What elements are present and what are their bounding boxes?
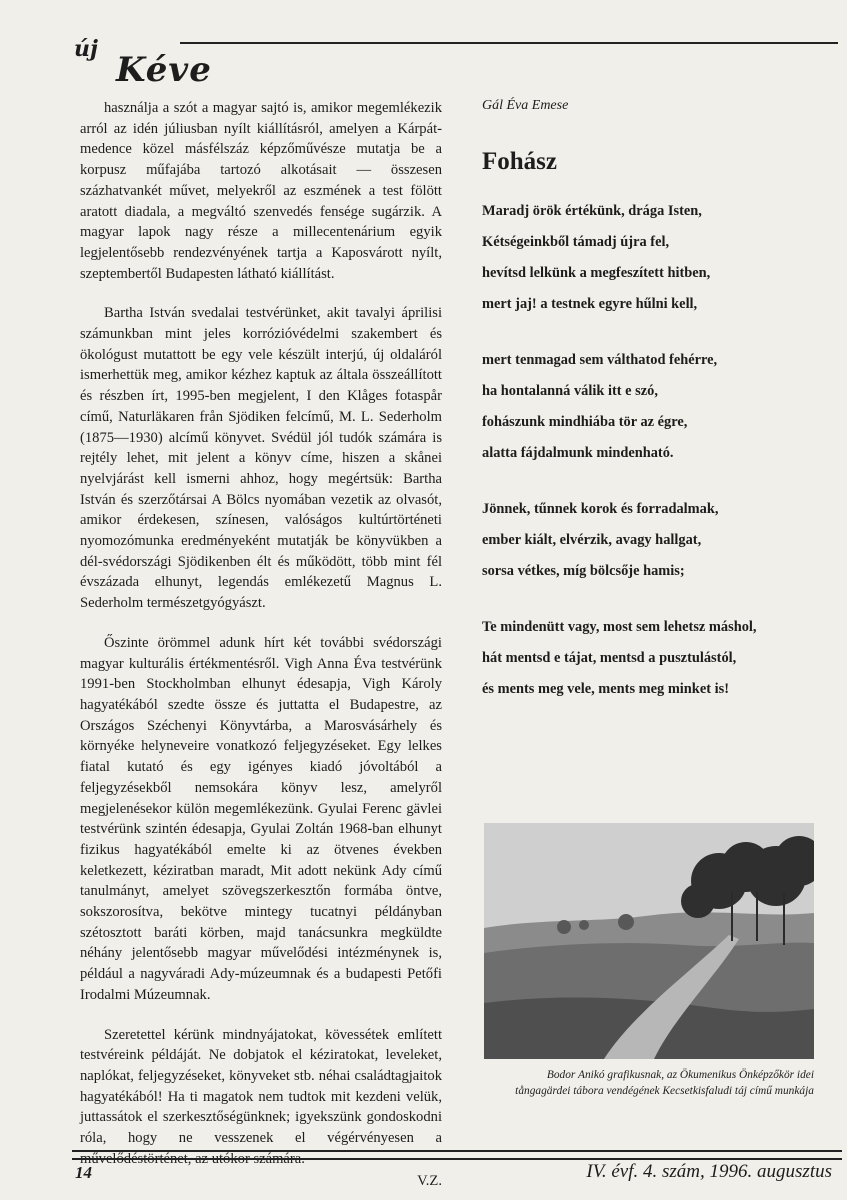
logo-title: Kéve <box>116 50 212 90</box>
article-signature: V.Z. <box>417 1173 442 1190</box>
poem-title: Fohász <box>482 148 557 175</box>
issue-info: IV. évf. 4. szám, 1996. augusztus <box>586 1161 832 1182</box>
page-number: 14 <box>75 1163 92 1182</box>
caption-line: Bodor Anikó grafikusnak, az Ökumenikus Önképzőkör idei <box>546 1069 814 1081</box>
poem-stanza <box>482 345 822 469</box>
poem-author: Gál Éva Emese <box>482 98 569 113</box>
poem-line: alatta fájdalmunk mindenható. <box>482 445 674 461</box>
article-paragraph: Szeretettel kérünk mindnyájatokat, kövessétek említett testvéreink példáját. Ne dobjatok el kéziratokat, leveleket, naplókat, feljegyzéseket, könyveket stb. néhai családtagjaitok hagyatékából! Ha ti magatok nem tudtok mit kezdeni velük, juttassátok el szerkesztőségünknek; igyekszünk gondoskodni róla, hogy ne vesszenek el végérvényesen a művelődéstörténet, az utókor számára. <box>80 1026 442 1167</box>
poem-line: mert tenmagad sem válthatod fehérre, <box>482 352 718 368</box>
image-caption <box>474 1067 814 1099</box>
article-paragraph: használja a szót a magyar sajtó is, amikor megemlékezik arról az idén júliusban nyílt kiállításról, amelyen a Kárpát-medence közel másfélszáz képzőművésze mutatja be a korpusz műfajába tartozó alkotásait — összesen százhatvankét művet, melyekről az eszmének a test fölött aratott diadala, a megváltó szenvedés fensége sugárzik. A magyar lapok nagy része a millecentenárium egyik legjelentősebb rendezvényének tartja a Kaposvárott nyílt, szeptembertől Budapesten látható kiállítást. <box>80 100 442 282</box>
footer-rule <box>72 1150 842 1160</box>
poem-text <box>482 196 822 705</box>
poem-stanza <box>482 494 822 587</box>
poem-line: Te mindenütt vagy, most sem lehetsz máshol, <box>482 619 757 635</box>
poem-line: sorsa vétkes, míg bölcsője hamis; <box>482 563 685 579</box>
poem-line: hevítsd lelkünk a megfeszített hitben, <box>482 265 711 281</box>
poem-line: mert jaj! a testnek egyre hűlni kell, <box>482 296 698 312</box>
poem-line: ha hontalanná válik itt e szó, <box>482 383 658 399</box>
caption-line: tångagärdei tábora vendégének Kecsetkisfaludi táj című munkája <box>515 1085 814 1097</box>
landscape-image <box>484 823 814 1059</box>
page-header <box>70 28 840 88</box>
poem-stanza <box>482 196 822 320</box>
article-paragraph: Őszinte örömmel adunk hírt két további svédországi magyar kulturális értékmentésről. Vigh Anna Éva testvérünk 1991-ben Stockholmban elhunyt édesapja, Vigh Károly hagyatékából szedte össze és juttatta el Budapestre, az Országos Széchenyi Könyvtárba, a Marosvásárhely és környéke helyneveire vonatkozó feljegyzéseket. Egy lelkes fiatal kutató és egy igényes kiadó jóvoltából a feljegyzésekből nemsokára könyv lesz, amelyről megjelenésekor külön megemlékezünk. Gyulai Ferenc gävlei testvérünk szintén édesapja, Gyulai Zoltán 1968-ban elhunyt fizikus hagyatékából emelte ki az ötvenes években keletkezett, kéziratban maradt, Mit adott nekünk Ady című tanulmányt, amelyet szövegszerkesztőn formába öntve, sokszorosítva, bekötve mintegy tucatnyi példányban szétosztott baráti körben, majd tanácsunkra megküldte néhány jelentősebb magyar művelődési intézménynek is, például a nagyváradi Ady-múzeumnak és a budapesti Petőfi Irodalmi Múzeumnak. <box>80 634 442 1003</box>
article-paragraph: Bartha István svedalai testvérünket, akit tavalyi áprilisi számunkban mint jeles korrózióvédelmi szakembert és ökológust mutattott be egy vele készült interjú, új oldaláról ismerhettük meg, amikor kézhez kaptuk az általa összeállított és részben írt, 1995-ben megjelent, I den Klåges fotaspår című, Naturläkaren från Sjödiken felcímű, M. L. Sederholm (1875—1930) alcímű könyvet. Svédül jól tudók számára is rejtély lehet, mit jelent a könyv címe, hiszen a skånei nyelvjárást kell ismerni ahhoz, hogy megértsük: Bartha István és szerzőtársai A Bölcs nyomában vezetik az olvasót, amikor érdekesen, színesen, valóságos kultúrtörténeti nyomozómunka eredményeként mutatják be könyvükben a dél-svédországi Sjödikenben élt és működött, több mint fél évszázada elhunyt, legendás emlékezetű Magnus L. Sederholm természetgyógyászt. <box>80 305 442 612</box>
landscape-illustration <box>484 823 814 1059</box>
poem-line: Jönnek, tűnnek korok és forradalmak, <box>482 501 719 517</box>
header-rule <box>180 42 838 44</box>
poem-line: fohászunk mindhiába tör az égre, <box>482 414 688 430</box>
article-column <box>80 98 442 1192</box>
poem-stanza <box>482 612 822 705</box>
logo-prefix: új <box>74 36 98 62</box>
poem-line: hát mentsd e tájat, mentsd a pusztulástól, <box>482 650 737 666</box>
poem-column <box>482 98 822 730</box>
poem-line: Kétségeinkből támadj újra fel, <box>482 234 670 250</box>
poem-line: és ments meg vele, ments meg minket is! <box>482 681 729 697</box>
poem-line: ember kiált, elvérzik, avagy hallgat, <box>482 532 702 548</box>
poem-line: Maradj örök értékünk, drága Isten, <box>482 203 702 219</box>
